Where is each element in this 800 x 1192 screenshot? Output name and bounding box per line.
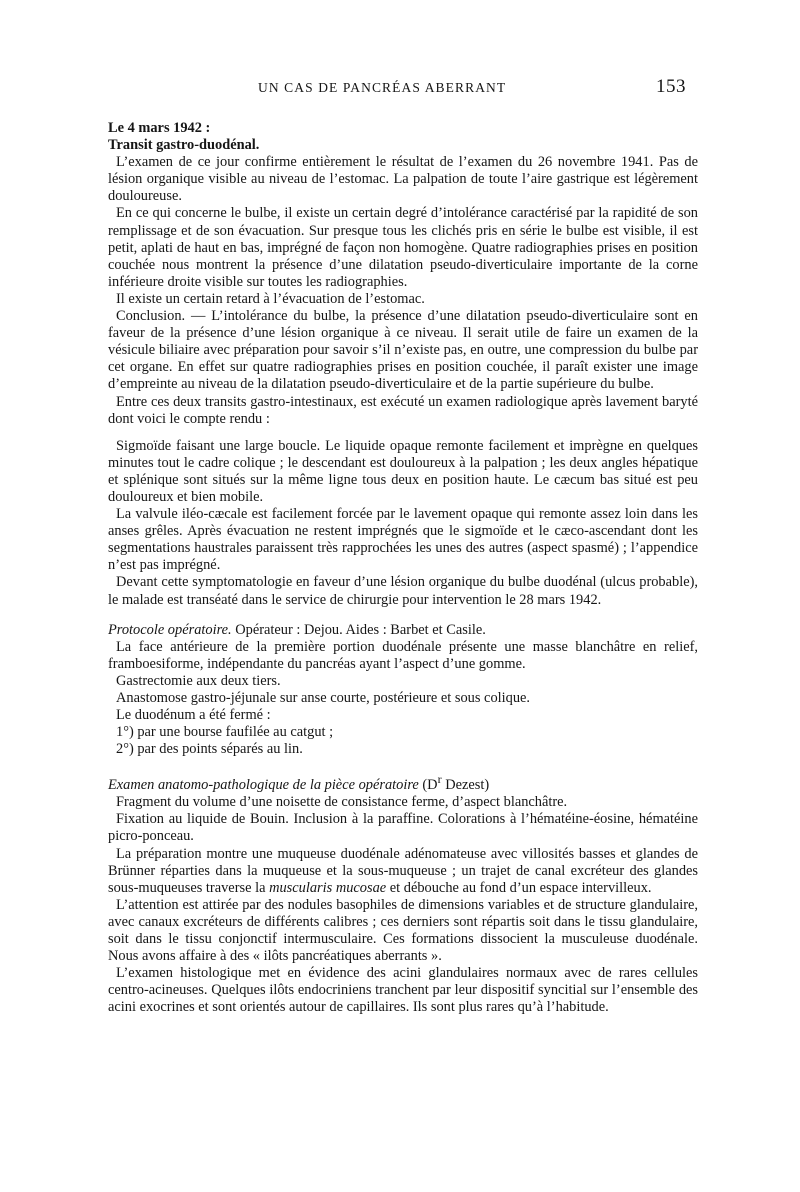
date-line: Le 4 mars 1942 : [108, 120, 211, 136]
exam-label: Examen anatomo-pathologique de la pièce opératoire [108, 777, 419, 794]
paragraph-11: Anastomose gastro-jéjunale sur anse courte, postérieure et sous colique. [116, 690, 531, 706]
running-head-title: UN CAS DE PANCRÉAS ABERRANT [258, 80, 507, 95]
paragraph-17-text-b: et débouche au fond d’un espace intervilleux. [386, 879, 652, 896]
paragraph-12: Le duodénum a été fermé : [116, 707, 271, 724]
paragraph-2: En ce qui concerne le bulbe, il existe un certain degré d’intolérance caractérisé par la rapidité de son remplissage et de son évacuation. Sur presque tous les clichés pris en série le bulbe est visible, il est petit, aplati de haut en bas, imprégné de façon non homogène. Quatre radiographies prises en position couchée nous montrent la présence d’une dilatation pseudo-diverticulaire importante de la corne inférieure droite visible sur toutes les radiographies. [108, 205, 698, 290]
muscularis-term: muscularis mucosae [269, 879, 387, 896]
paragraph-1: L’examen de ce jour confirme entièrement le résultat de l’examen du 26 novembre 1941. Pas de lésion organique visible au niveau de l’estomac. La palpation de toute l’aire gastrique est légèrement douloureuse. [108, 154, 698, 205]
paragraph-18: L’attention est attirée par des nodules basophiles de dimensions variables et de structure glandulaire, avec canaux excréteurs de différents calibres ; ces derniers sont répartis soit dans le tissu glandulaire, soit dans le tissu conjonctif intermusculaire. Ces formations dissocient la musculeuse duodénale. Nous avons affaire à des « ilôts pancréatiques aberrants ». [108, 896, 698, 965]
transit-line: Transit gastro-duodénal. [108, 137, 260, 154]
exam-heading [108, 771, 698, 794]
paragraph-3: Il existe un certain retard à l’évacuation de l’estomac. [116, 290, 425, 307]
exam-superscript: r [437, 772, 442, 787]
paragraph-5: Entre ces deux transits gastro-intestinaux, est exécuté un examen radiologique après lavement baryté dont voici le compte rendu : [108, 393, 698, 427]
paragraph-conclusion [108, 308, 698, 393]
paragraph-14: 2°) par des points séparés au lin. [116, 741, 303, 758]
paragraph-16: Fixation au liquide de Bouin. Inclusion à la paraffine. Colorations à l’hématéine-éosine, hématéine picro-ponceau. [108, 811, 698, 845]
exam-text-pre: (D [418, 777, 438, 794]
paragraph-19: L’examen histologique met en évidence des acini glandulaires normaux avec de rares cellules centro-acineuses. Quelques ilôts endocriniens tranchent par leur dispositif syncitial sur l’ensemble des acini exocrines et sont orientés autour de capillaires. Ils sont plus rares qu’à l’habitude. [108, 965, 698, 1016]
article-body [108, 120, 698, 1016]
paragraph-10: Gastrectomie aux deux tiers. [116, 672, 281, 689]
paragraph-13: 1°) par une bourse faufilée au catgut ; [116, 724, 334, 741]
protocol-label: Protocole opératoire. [108, 621, 232, 638]
paragraph-17-text-a: La préparation montre une muqueuse duodénale adénomateuse avec villosités basses et glandes de Brünner réparties dans la muqueuse et la sous-muqueuse ; un trajet de canal excréteur des glandes sous-muqueuses traverse la [108, 845, 698, 896]
running-header [0, 76, 800, 102]
paragraph-17 [108, 846, 698, 897]
paragraph-15: Fragment du volume d’une noisette de consistance ferme, d’aspect blanchâtre. [116, 794, 568, 811]
conclusion-label: Conclusion. [116, 308, 186, 325]
protocol-text: Opérateur : Dejou. Aides : Barbet et Casile. [231, 621, 486, 638]
paragraph-8: Devant cette symptomatologie en faveur d’une lésion organique du bulbe duodénal (ulcus probable), le malade est transéaté dans le service de chirurgie pour intervention le 28 mars 1942. [108, 574, 698, 608]
paragraph-7: La valvule iléo-cæcale est facilement forcée par le lavement opaque qui remonte assez loin dans les anses grêles. Après évacuation ne restent imprégnés que le sigmoïde et le cæco-ascendant dont les segmentations haustrales paraissent très rapprochées les unes des autres (aspect spasmé) ; l’appendice n’est pas imprégné. [108, 506, 698, 574]
paragraph-6: Sigmoïde faisant une large boucle. Le liquide opaque remonte facilement et imprègne en quelques minutes tout le cadre colique ; le descendant est douloureux à la palpation ; les deux angles hépatique et splénique sont situés sur la même ligne tous deux en position haute. Le cæcum bas situé est peu douloureux et bien mobile. [108, 437, 698, 505]
conclusion-text: — L’intolérance du bulbe, la présence d’une dilatation pseudo-diverticulaire sont en faveur de la présence d’une lésion organique à ce niveau. Il serait utile de faire un examen de la vésicule biliaire avec préparation pour savoir s’il n’existe pas, en outre, une compression du bulbe par cet organe. En effet sur quatre radiographies prises en position couchée, il paraît exister une image d’empreinte au niveau de la dilatation pseudo-diverticulaire et de la partie supérieure du bulbe. [108, 308, 698, 393]
paragraph-9: La face antérieure de la première portion duodénale présente une masse blanchâtre en relief, framboesiforme, indépendante du pancréas ayant l’aspect d’une gomme. [108, 638, 698, 672]
page-number: 153 [656, 76, 686, 97]
protocol-heading [108, 622, 698, 639]
exam-text-post: Dezest) [441, 777, 490, 794]
